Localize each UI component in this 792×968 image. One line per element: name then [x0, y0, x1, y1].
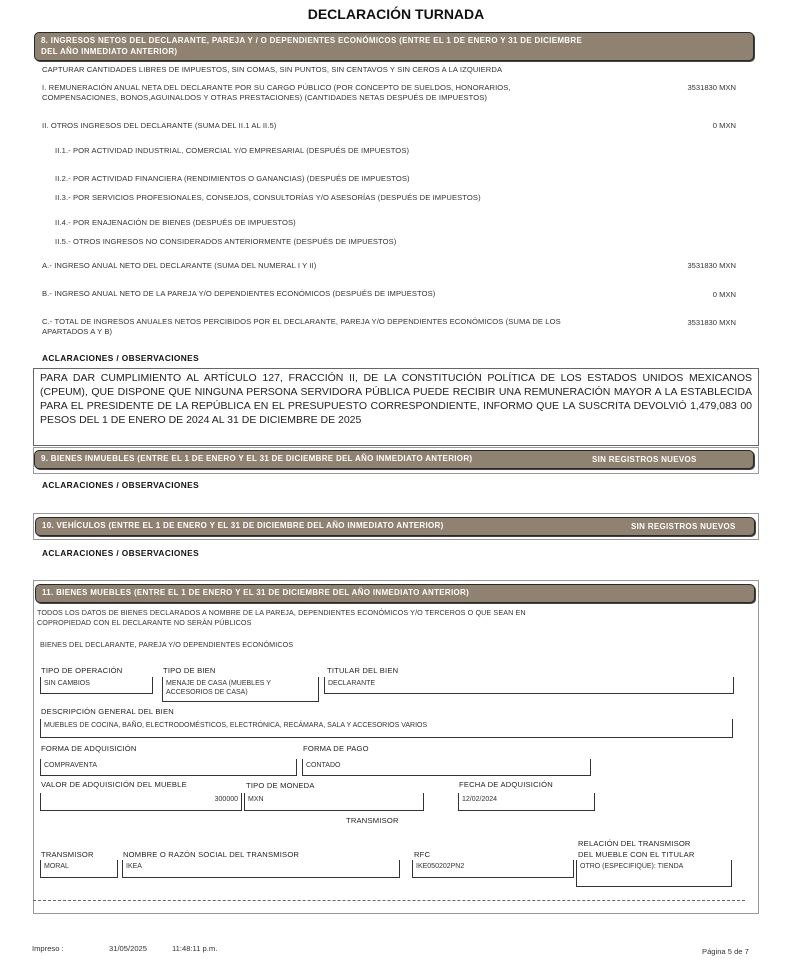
- income-row-otros: II. OTROS INGRESOS DEL DECLARANTE (SUMA DEL II.1 AL II.5): [42, 121, 277, 130]
- income-value-otros: 0 MXN: [712, 121, 736, 130]
- page-title: DECLARACIÓN TURNADA: [307, 6, 485, 22]
- section-10-status: SIN REGISTROS NUEVOS: [631, 522, 736, 531]
- section-8-header: [34, 32, 754, 61]
- income-row-c: C.- TOTAL DE INGRESOS ANUALES NETOS PERCIBIDOS POR EL DECLARANTE, PAREJA Y/O DEPENDIENTES ECONÓMICOS (SUMA DE LOS APARTADOS A Y B): [42, 317, 561, 336]
- income-row-ii4: II.4.- POR ENAJENACIÓN DE BIENES (DESPUÉS DE IMPUESTOS): [55, 218, 296, 227]
- descripcion-field: MUEBLES DE COCINA, BAÑO, ELECTRODOMÉSTICOS, ELECTRÓNICA, RECÁMARA, SALA Y ACCESORIOS VARIOS: [40, 719, 733, 738]
- income-value-a: 3531830 MXN: [687, 261, 736, 270]
- income-row-ii3: II.3.- POR SERVICIOS PROFESIONALES, CONSEJOS, CONSULTORÍAS Y/O ASESORÍAS (DESPUÉS DE IMPUESTOS): [55, 193, 481, 202]
- printed-label: Impreso :: [32, 944, 64, 953]
- forma-adquisicion-field: COMPRAVENTA: [40, 759, 297, 776]
- fecha-field: 12/02/2024: [458, 793, 595, 811]
- income-value-remuneracion: 3531830 MXN: [687, 83, 736, 92]
- printed-date: 31/05/2025: [109, 944, 148, 953]
- tipo-operacion-field: SIN CAMBIOS: [40, 677, 153, 694]
- descripcion-label: DESCRIPCIÓN GENERAL DEL BIEN: [41, 707, 174, 716]
- page-number: Página 5 de 7: [702, 947, 749, 956]
- titular-label: TITULAR DEL BIEN: [327, 666, 399, 675]
- section-8-title: 8. INGRESOS NETOS DEL DECLARANTE, PAREJA Y / O DEPENDIENTES ECONÓMICOS (ENTRE EL 1 DE ENERO Y 31 DE DICIEMBRE DEL AÑO INMEDIATO ANTERIOR): [41, 36, 583, 56]
- income-row-ii5: II.5.- OTROS INGRESOS NO CONSIDERADOS ANTERIORMENTE (DESPUÉS DE IMPUESTOS): [55, 237, 397, 246]
- section-11-subheader: BIENES DEL DECLARANTE, PAREJA Y/O DEPENDIENTES ECONÓMICOS: [40, 640, 294, 649]
- section-8-obs-label: ACLARACIONES / OBSERVACIONES: [42, 353, 200, 363]
- valor-label: VALOR DE ADQUISICIÓN DEL MUEBLE: [41, 780, 187, 789]
- income-value-c: 3531830 MXN: [687, 318, 736, 327]
- income-row-a: A.- INGRESO ANUAL NETO DEL DECLARANTE (SUMA DEL NUMERAL I Y II): [42, 261, 317, 270]
- section-8-obs-text: PARA DAR CUMPLIMIENTO AL ARTÍCULO 127, FRACCIÓN II, DE LA CONSTITUCIÓN POLÍTICA DE LOS ESTADOS UNIDOS MEXICANOS (CPEUM), QUE DISPONE QUE NINGUNA PERSONA SERVIDORA PÚBLICA PUEDE RECIBIR UNA REMUNERACIÓN MAYOR A LA ESTABLECIDA PARA EL PRESIDENTE DE LA REPÚBLICA EN EL PRESUPUESTO CORRESPONDIENTE, INFORMO QUE LA SUSCRITA DEVOLVIÓ 1,479,083 00 PESOS DEL 1 DE ENERO DE 2024 AL 31 DE DICIEMBRE DE 2025: [33, 368, 759, 446]
- section-9-header: [34, 450, 754, 469]
- section-divider: [33, 900, 745, 901]
- forma-pago-field: CONTADO: [302, 759, 591, 776]
- rfc-label: RFC: [414, 850, 431, 859]
- razon-social-field: IKEA: [122, 860, 400, 878]
- tipo-bien-label: TIPO DE BIEN: [163, 666, 216, 675]
- income-row-ii1: II.1.- POR ACTIVIDAD INDUSTRIAL, COMERCIAL Y/O EMPRESARIAL (DESPUÉS DE IMPUESTOS): [55, 146, 410, 155]
- income-value-b: 0 MXN: [712, 290, 736, 299]
- section-9-status: SIN REGISTROS NUEVOS: [592, 455, 697, 464]
- income-row-b: B.- INGRESO ANUAL NETO DE LA PAREJA Y/O DEPENDIENTES ECONÓMICOS (DESPUÉS DE IMPUESTOS): [42, 289, 436, 298]
- transmisor-field: MORAL: [40, 860, 118, 878]
- moneda-label: TIPO DE MONEDA: [246, 781, 315, 790]
- printed-time: 11:48:11 p.m.: [172, 944, 218, 953]
- section-11-title: 11. BIENES MUEBLES (ENTRE EL 1 DE ENERO Y EL 31 DE DICIEMBRE DEL AÑO INMEDIATO ANTERIOR): [42, 588, 470, 597]
- transmisor-label: TRANSMISOR: [41, 850, 94, 859]
- section-10-obs-label: ACLARACIONES / OBSERVACIONES: [42, 548, 200, 558]
- section-10-title: 10. VEHÍCULOS (ENTRE EL 1 DE ENERO Y EL 31 DE DICIEMBRE DEL AÑO INMEDIATO ANTERIOR): [42, 521, 444, 530]
- transmisor-header: TRANSMISOR: [346, 816, 399, 825]
- titular-field: DECLARANTE: [324, 677, 734, 694]
- privacy-note: TODOS LOS DATOS DE BIENES DECLARADOS A NOMBRE DE LA PAREJA, DEPENDIENTES ECONÓMICOS Y/O TERCEROS O QUE SEAN EN COPROPIEDAD CON EL DECLARANTE NO SERÁN PÚBLICOS: [37, 608, 526, 627]
- rfc-field: IKE050202PN2: [412, 860, 574, 878]
- tipo-operacion-label: TIPO DE OPERACIÓN: [41, 666, 123, 675]
- relacion-field: OTRO (ESPECIFIQUE): TIENDA: [576, 860, 732, 887]
- income-row-remuneracion: I. REMUNERACIÓN ANUAL NETA DEL DECLARANTE POR SU CARGO PÚBLICO (POR CONCEPTO DE SUELDOS, HONORARIOS, COMPENSACIONES, BONOS,AGUINALDOS Y OTRAS PRESTACIONES) (CANTIDADES NETAS DESPUÉS DE IMPUESTOS): [42, 83, 511, 102]
- moneda-field: MXN: [244, 793, 424, 811]
- razon-social-label: NOMBRE O RAZÓN SOCIAL DEL TRANSMISOR: [123, 850, 300, 859]
- section-9-obs-label: ACLARACIONES / OBSERVACIONES: [42, 480, 200, 490]
- valor-field: 300000: [40, 793, 242, 811]
- relacion-label: RELACIÓN DEL TRANSMISOR DEL MUEBLE CON EL TITULAR: [578, 839, 695, 859]
- fecha-label: FECHA DE ADQUISICIÓN: [459, 780, 553, 789]
- tipo-bien-field: MENAJE DE CASA (MUEBLES Y ACCESORIOS DE CASA): [162, 677, 319, 702]
- income-row-ii2: II.2.- POR ACTIVIDAD FINANCIERA (RENDIMIENTOS O GANANCIAS) (DESPUÉS DE IMPUESTOS): [55, 174, 410, 183]
- section-10-header: [35, 517, 755, 536]
- section-11-header: [35, 584, 755, 603]
- forma-adquisicion-label: FORMA DE ADQUISICIÓN: [41, 744, 137, 753]
- forma-pago-label: FORMA DE PAGO: [303, 744, 369, 753]
- section-9-title: 9. BIENES INMUEBLES (ENTRE EL 1 DE ENERO Y EL 31 DE DICIEMBRE DEL AÑO INMEDIATO ANTERIOR): [41, 454, 473, 463]
- capture-note: CAPTURAR CANTIDADES LIBRES DE IMPUESTOS, SIN COMAS, SIN PUNTOS, SIN CENTAVOS Y SIN CEROS A LA IZQUIERDA: [42, 65, 503, 74]
